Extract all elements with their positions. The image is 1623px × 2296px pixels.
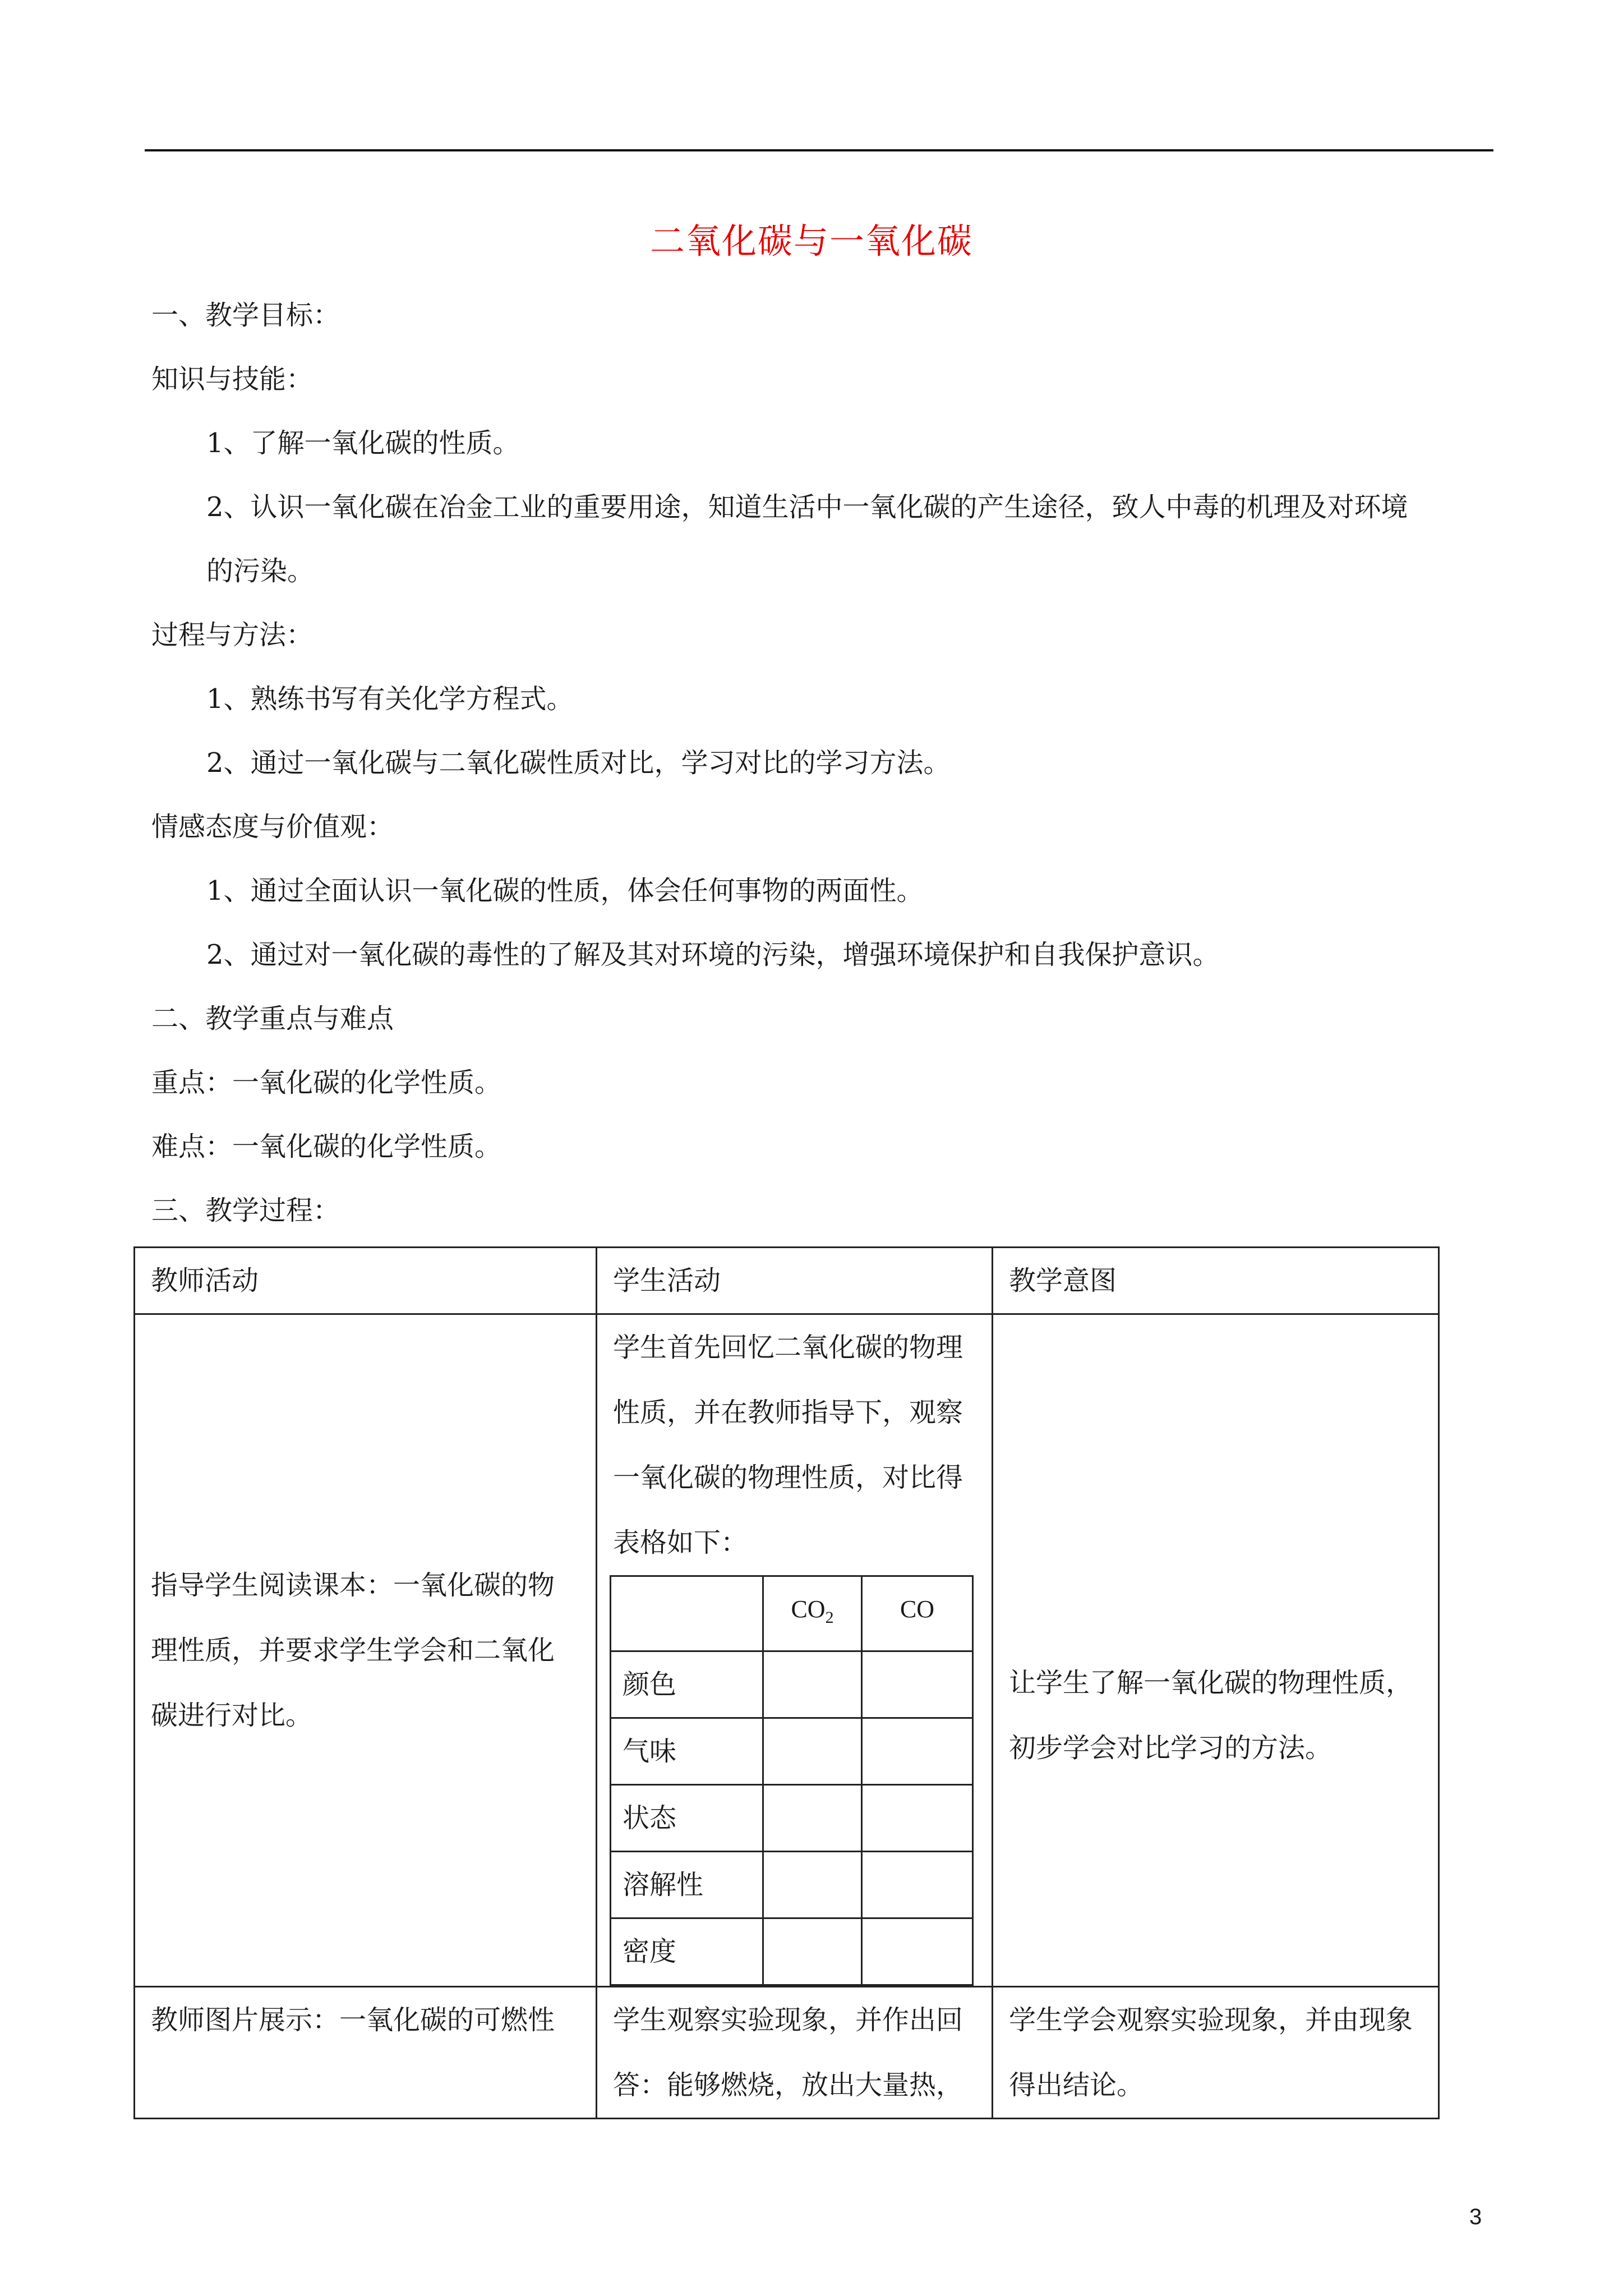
co-cell[interactable] (862, 1784, 973, 1851)
header-student: 学生活动 (597, 1248, 993, 1314)
co-cell[interactable] (862, 1718, 973, 1784)
student-activity-cell (597, 1986, 993, 2118)
table-row (135, 1986, 1439, 2118)
co2-cell[interactable] (763, 1718, 862, 1784)
comparison-row (611, 1718, 973, 1784)
co2-label: CO (791, 1595, 826, 1623)
header-teacher: 教师活动 (135, 1248, 597, 1314)
comparison-corner (611, 1576, 763, 1651)
process-heading: 过程与方法： (151, 619, 313, 651)
attitude-heading: 情感态度与价值观： (151, 811, 394, 843)
header-intent: 教学意图 (993, 1248, 1439, 1314)
teacher-activity-text: 指导学生阅读课本：一氧化碳的物理性质，并要求学生学会和二氧化碳进行对比。 (151, 1569, 555, 1731)
intent-text: 学生学会观察实验现象，并由现象得出结论。 (1009, 2004, 1413, 2101)
knowledge-item-2-cont: 的污染。 (206, 555, 315, 587)
keypoints-heading: 二、教学重点与难点 (151, 1003, 394, 1034)
process-item-2: 2、通过一氧化碳与二氧化碳性质对比，学习对比的学习方法。 (206, 747, 951, 779)
table-header-row (135, 1248, 1439, 1314)
page-number: 3 (1469, 2205, 1482, 2229)
knowledge-item-2: 2、认识一氧化碳在冶金工业的重要用途，知道生活中一氧化碳的产生途径，致人中毒的机理及对环境 (206, 491, 1408, 523)
intent-text: 让学生了解一氧化碳的物理性质，初步学会对比学习的方法。 (1009, 1667, 1413, 1764)
intent-cell (993, 1986, 1439, 2118)
header-rule (145, 149, 1493, 151)
attitude-item-2: 2、通过对一氧化碳的毒性的了解及其对环境的污染，增强环境保护和自我保护意识。 (206, 939, 1220, 970)
keypoint-text: 重点：一氧化碳的化学性质。 (151, 1067, 502, 1098)
co2-subscript: 2 (825, 1608, 834, 1627)
comparison-row (611, 1851, 973, 1918)
knowledge-heading: 知识与技能： (151, 364, 313, 395)
col-co: CO (862, 1576, 973, 1651)
col-co2 (763, 1576, 862, 1651)
objectives-heading: 一、教学目标： (151, 300, 340, 331)
property-label: 溶解性 (611, 1851, 763, 1918)
teacher-activity-cell (135, 1314, 597, 1987)
page-title: 二氧化碳与一氧化碳 (649, 220, 973, 261)
property-label: 颜色 (611, 1651, 763, 1718)
comparison-row (611, 1784, 973, 1851)
co-cell[interactable] (862, 1651, 973, 1718)
property-label: 状态 (611, 1784, 763, 1851)
co2-cell[interactable] (763, 1918, 862, 1985)
comparison-row (611, 1651, 973, 1718)
co-cell[interactable] (862, 1918, 973, 1985)
process-item-1: 1、熟练书写有关化学方程式。 (206, 683, 574, 715)
table-row (135, 1314, 1439, 1987)
student-activity-text: 学生首先回忆二氧化碳的物理性质，并在教师指导下，观察一氧化碳的物理性质，对比得表格如下： (613, 1332, 963, 1558)
teacher-activity-text: 教师图片展示：一氧化碳的可燃性 (151, 2004, 555, 2036)
comparison-header-row (611, 1576, 973, 1651)
knowledge-item-1: 1、了解一氧化碳的性质。 (206, 427, 520, 459)
attitude-item-1: 1、通过全面认识一氧化碳的性质，体会任何事物的两面性。 (206, 875, 924, 907)
difficulty-text: 难点：一氧化碳的化学性质。 (151, 1131, 502, 1162)
co-cell[interactable] (862, 1851, 973, 1918)
property-label: 气味 (611, 1718, 763, 1784)
process-flow-heading: 三、教学过程： (151, 1195, 340, 1226)
co2-cell[interactable] (763, 1651, 862, 1718)
student-activity-cell (597, 1314, 993, 1987)
teacher-activity-cell (135, 1986, 597, 2118)
co2-cell[interactable] (763, 1851, 862, 1918)
comparison-table (610, 1575, 974, 1986)
teaching-process-table (133, 1246, 1440, 2119)
comparison-row (611, 1918, 973, 1985)
student-activity-text: 学生观察实验现象，并作出回答：能够燃烧，放出大量热， (613, 2004, 963, 2101)
property-label: 密度 (611, 1918, 763, 1985)
co2-cell[interactable] (763, 1784, 862, 1851)
intent-cell (993, 1314, 1439, 1987)
